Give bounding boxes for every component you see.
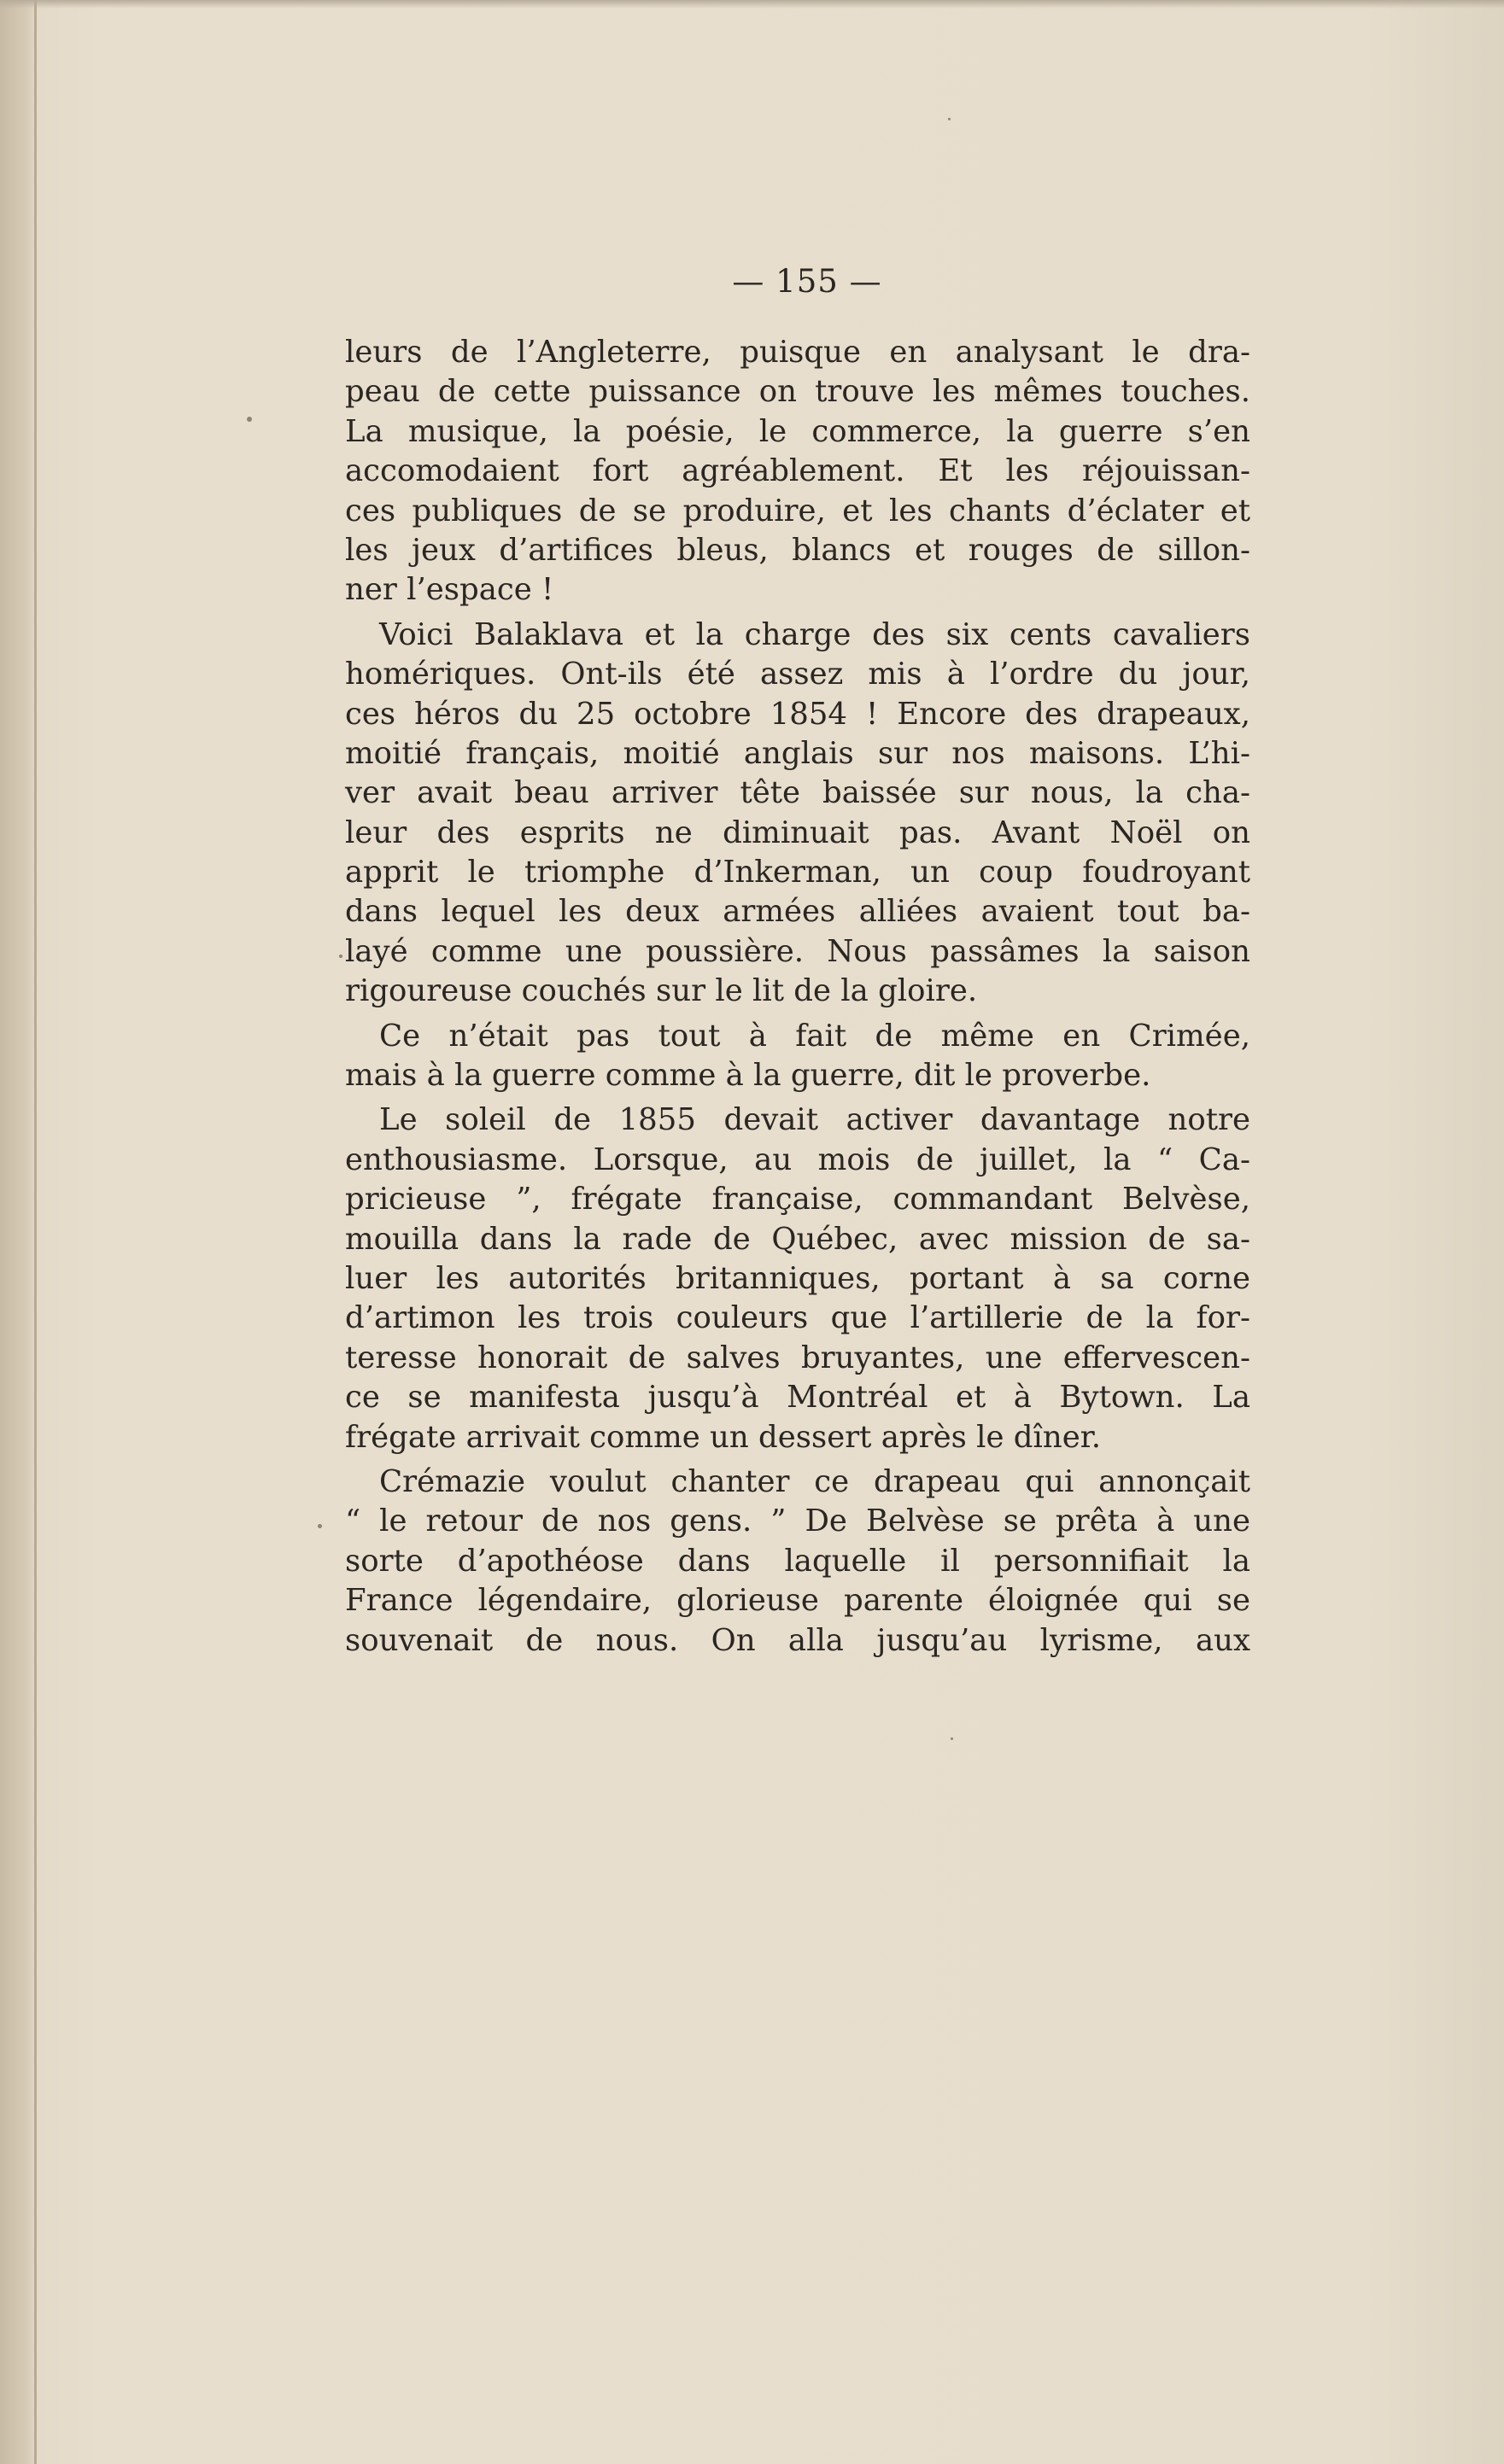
text-line: sorte d’apothéose dans laquelle il personnifiait la — [345, 1543, 1250, 1579]
text-line: Ce n’était pas tout à fait de même en Crimée, — [379, 1018, 1250, 1054]
text-line: ces publiques de se produire, et les chants d’éclater et — [345, 493, 1250, 528]
paper-speck — [247, 417, 252, 422]
page-spine-shadow — [0, 0, 38, 2464]
text-line: ver avait beau arriver tête baissée sur nous, la cha- — [345, 775, 1250, 811]
text-line: les jeux d’artifices bleus, blancs et rouges de sillon- — [345, 532, 1250, 568]
paper-speck — [339, 955, 342, 958]
text-line: teresse honorait de salves bruyantes, une effervescen- — [345, 1340, 1250, 1375]
text-line: moitié français, moitié anglais sur nos maisons. L’hi- — [345, 735, 1250, 771]
text-line: leurs de l’Angleterre, puisque en analysant le dra- — [345, 335, 1250, 370]
text-line: d’artimon les trois couleurs que l’artillerie de la for- — [345, 1300, 1250, 1336]
page-spine-edge — [34, 0, 37, 2464]
text-line: France légendaire, glorieuse parente éloignée qui se — [345, 1583, 1250, 1619]
paper-speck — [948, 118, 951, 120]
text-line: mouilla dans la rade de Québec, avec mission de sa- — [345, 1221, 1250, 1257]
text-line: La musique, la poésie, le commerce, la guerre s’en — [345, 413, 1250, 449]
text-line: pricieuse ”, frégate française, commandant Belvèse, — [345, 1182, 1250, 1217]
text-line: mais à la guerre comme à la guerre, dit le proverbe. — [345, 1058, 1151, 1094]
text-line: souvenait de nous. On alla jusqu’au lyrisme, aux — [345, 1622, 1250, 1658]
text-line: rigoureuse couchés sur le lit de la gloire. — [345, 973, 978, 1009]
body-text — [345, 333, 1250, 1661]
text-line: enthousiasme. Lorsque, au mois de juillet, la “ Ca- — [345, 1141, 1250, 1177]
text-line: luer les autorités britanniques, portant à sa corne — [345, 1260, 1250, 1296]
text-line: ces héros du 25 octobre 1854 ! Encore des drapeaux, — [345, 696, 1250, 732]
text-line: homériques. Ont-ils été assez mis à l’ordre du jour, — [345, 657, 1250, 692]
page-number: — 155 — — [732, 263, 882, 300]
paper-speck — [318, 1524, 322, 1528]
page-top-edge — [0, 0, 1504, 9]
text-line: accomodaient fort agréablement. Et les réjouissan- — [345, 453, 1250, 489]
text-line: layé comme une poussière. Nous passâmes la saison — [345, 933, 1250, 969]
text-line: dans lequel les deux armées alliées avaient tout ba- — [345, 894, 1250, 930]
text-line: peau de cette puissance on trouve les mêmes touches. — [345, 374, 1250, 410]
text-line: frégate arrivait comme un dessert après le dîner. — [345, 1419, 1102, 1455]
text-line: ner l’espace ! — [345, 572, 554, 608]
text-line: Voici Balaklava et la charge des six cents cavaliers — [379, 616, 1250, 652]
text-line: leur des esprits ne diminuait pas. Avant Noël on — [345, 815, 1250, 850]
text-line: Crémazie voulut chanter ce drapeau qui annonçait — [379, 1463, 1250, 1499]
text-line: apprit le triomphe d’Inkerman, un coup foudroyant — [345, 855, 1250, 890]
text-line: Le soleil de 1855 devait activer davantage notre — [379, 1102, 1250, 1138]
paper-speck — [951, 1737, 953, 1740]
text-line: “ le retour de nos gens. ” De Belvèse se prêta à une — [345, 1504, 1250, 1539]
text-line: ce se manifesta jusqu’à Montréal et à Bytown. La — [345, 1380, 1250, 1416]
